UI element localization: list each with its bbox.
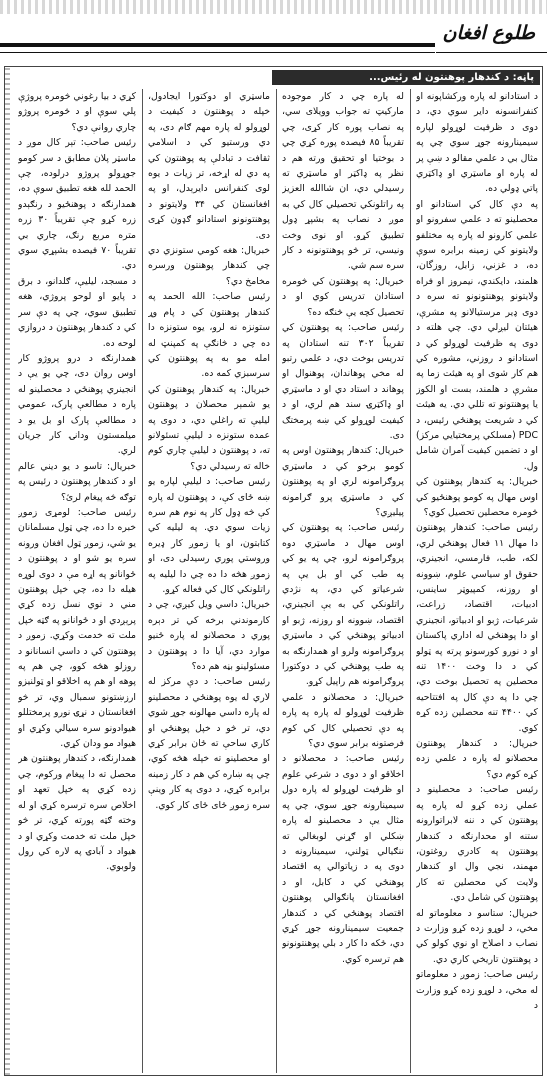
paragraph: خبریال: هغه کومي ستونزي دي چي کندهار پوهنتون ورسره مخامخ دي؟ [148,245,270,287]
paragraph: رئیس صاحب: د لیلیې لپاره یو ښه ځای کې، د پوهنتون له پاره کې څه ډول کار په نوم هم سره زیات سوي دي. په لیلیه کي کتابتون، او یا زموږ کار ډیره وروستي پوري رسیدلی دی، او زموږ هڅه دا ده چي دا لیلیه په راتلونکي کال کي فعاله کړو. [148,476,270,595]
paragraph: خبریال: په کندهار پوهنتون کي اوس مهال په کومو پوهنځیو کي څومره محصلین تحصیل کوي؟ [416,476,538,518]
paragraph: رئیس صاحب: په پوهنتون کي تقریباً ۳۰۲ تنه استادان په تدریس بوخت دي، د علمي رتبو له مخي پوهاندان، پوهنوال او پوهاند د استاد دي او د ماسټري او ډاکټرۍ سند هم لري، او د کیفیت لوړولو کي ښه پرمختګ دی. [282,322,404,441]
paragraph: همدارنګه د درو پروژو کار اوس روان دی، چي یو یې د انجینري پوهنځي د محصلینو له پاره د مطالعې پارک، عمومي د مطالعې پارک او بل یو د میلمستون ودانۍ کار جریان لري. [18,352,136,457]
paragraph: رئیس صاحب: لومړی زموږ خبره دا ده، چي ټول مسلمانان یو شي، زموږ ټول افغان ورونه سره یو شو او د پوهنتون د ځوانانو په اړه مې د دوی لوړه هیله دا ده، چي خپل پوهنتون مني د نوي نسل زده کړي پرېږدي او د ځوانانو په ګټه خپل ملت ته خدمت وکړي. زموږ د پوهنتون کي د داسي انسانانو د روزلو هڅه کوو، چي هم په پوهه او هم په اخلاقو او ټولنیزو ارزښتونو سمبال وي، تر څو افغانستان د نړۍ نورو پرمختللو هیوادونو سره سیالي وکړي او هیواد مو ودان کړي. [18,506,136,750]
paragraph: خبریال: د محصلانو د علمي ظرفیت لوړولو له پاره په پاره په دې تحصیلي کال کي کوم فرصتونه برابر سوي دي؟ [282,691,404,750]
paragraph: رئیس صاحب: الله الحمد په کندهار پوهنتون کي د پام وړ ستونزه نه لرو، یوه ستونزه دا ده چي د څانګې په کمپنټ له امله مو به په پوهنتون کي سرسبزي کمه ده. [148,291,270,380]
paragraph: خبریال: په کندهار پوهنتون کي یو شمېر محصلان د پوهنتون لیلیې ته راغلي دي، د دوی په عمده ستونزه د لیلیې تسئولانو ته، د پوهنتون د لیلیې چاري کوم خاله ته رسیدلي دي؟ [148,383,270,472]
masthead [0,0,547,66]
article-page [4,66,543,1076]
article-column-1 [416,89,538,1073]
paragraph: رئیس صاحب: د محصلانو د اخلاقو او د دوی د شرعي علوم او ظرفیت لوړولو له پاره دول سیمینارونه جوړ سوي، چي په مثال یې د محصلینو له پاره ښکلي او ګړني لوبغالي ته ننګیالي ټولني، سیمینارونه د دوی په د زیاتوالي په اقتصاد پوهنځي کي د کابل، او د افغانستان پانګوالي پوهنتون اقتصاد پوهنځي کي د کندهار جمعیت سیمینارونه جوړ کړي دي، ځکه دا کار د بلي پوهنتونونو هم ترسره کوي. [282,753,404,965]
paragraph: له پاره چي د کار موجوده مارکیټ ته جواب وویلای سي، په نصاب پوره کار کړی، چي تقریباً ۸۵ فیصده پوره کړي چي د بوختیا او تحقیق ورته هم د نظر په ډاکټر او ماسټري ته رسیدلي دي، ان شاالله العزیز په راتلونکي تحصیلي کال کي به موږ د نصاب په بشپړ ډول تطبیق کړو. او نوی وخت ونیسي، تر څو پوهنتونونه د کار سره سم شي. [282,91,404,272]
article-headline: پاڼه: د کندهار پوهنتون له رئیس... [272,70,540,85]
paragraph: رئیس صاحب: په پوهنتون کي اوس مهال د ماسټري دوه پروګرامونه لرو، چي په یو کي په طب کي او بل یې په شرعیاتو کي دي، په نژدي راتلونکي کي به یې انجینري، اقتصاد، ښوونه او روزنه، ژبو او ادبیاتو پوهنځي کي د ماسټري پروګرامونه ولرو او همدارنګه به په طب پوهنځي کي د دوکتورا پروګرامونه هم راپیل کړو. [282,522,404,688]
paragraph: د مسجد، لیلیې، ګلدانو، د برق د پایو او لوحو پروژي، هغه تطبیق سوي، چي په دې سر کي د کندهار پوهنتون د دروازي لوحه ده. [18,275,136,349]
paragraph: کړي د بیا رغوني څومره پروژې پلي سوې او د څومره پروژو چاري روانې دي؟ [18,91,136,133]
page-edge-pattern [5,67,10,1075]
masthead-rule-thick [0,43,435,47]
paragraph: ماسټري او دوکتورا ایجادول، خپله د پوهنتون د کیفیت د لوړولو له پاره مهم ګام دی، په دي ورستیو کي د اسلامي ثقافت د تبادلې په پوهنتون کي په دي له اړخه، تر زیات د یوه لوی کنفرانس دایرېدل، او په افغانستان کي ۳۴ ولایتونو د پوهنتونونو استادانو ګډون کړی دی. [148,91,270,241]
masthead-rule-right [436,52,547,53]
paragraph: همدارنګه، د کندهار پوهنتون هر محصل ته دا پیغام ورکوم، چي زده کړي په خپل تعهد او اخلاص سره ترسره کړي او له وخته ګټه پورته کړي، تر څو خپل ملت ته خدمت وکړي او د هیواد د آبادۍ په لاره کي رول ولوبوي. [18,753,136,873]
paragraph: رئیس صاحب: کندهار پوهنتون دا مهال ۱۱ فعال پوهنځي لري، لکه، طب، فارمسي، انجینري، حقوق او سیاسي علوم، ښوونه او روزنه، کمپیوټر ساینس، ادبیات، اقتصاد، زراعت، شرعیات، ژبو او ادبیاتو، انجینري او دا پوهنځي له اداري پاکستان او د نورو کورسونو پرته په ټولو کي د دا وخت ۱۴۰۰ تنه محصلین په تحصیل بوخت دي، چي دا په دې کال په افتتاحیه کي ۴۴۰۰ تنه محصلین زده کړه کوي. [416,522,538,734]
paragraph: د استادانو له پاره ورکشاپونه او کنفرانسونه دایر سوي دي، د دوی د ظرفیت لوړولو لپاره سیمینارونه جوړ سوي چي په مثال بي د علمي مقالو د ښې پر له پاره او ماسټري او ډاکټري پاتي ډولي ده. [416,91,538,195]
column-divider [142,89,143,1073]
article-column-3 [148,89,270,1073]
article-column-4 [18,89,136,1073]
column-divider [410,89,411,1073]
paragraph: خبریال: په پوهنتون کي څومره استادان تدریس کوي او د تحصیل کچه یې څنګه ده؟ [282,275,404,318]
article-column-2 [282,89,404,1073]
newspaper-logo: طلوع افغان [442,22,535,44]
masthead-rule-thin [0,52,435,53]
masthead-pattern [0,0,547,14]
paragraph: خبریال: داسي ویل کیږي، چي د کارموندني برخه کي تر دېره پوري د محصلانو له پاره ځنیو موارد دي، آیا دا د پوهنتون د مسئولینو بڼه هم ده؟ [148,599,270,673]
paragraph: رئیس صاحب: زموږ د معلوماتو له مخي، د لوړو زده کړو وزارت د [416,969,538,1011]
paragraph: خبریال: د کندهار پوهنتون محصلانو له پاره د علمي زده کړه کوم دي؟ [416,738,538,780]
paragraph: خبریال: ستاسو د معلوماتو له مخي، د لوړو زده کړو وزارت د نصاب د اصلاح او نوي کولو کي د پوهنتون تاریخي کاري دي. [416,907,538,965]
paragraph: خبریال: تاسو د یو دیني عالم او د کندهار پوهنتون د رئیس په توګه څه پیغام لرئ؟ [18,460,136,503]
paragraph: رئیس صاحب: د محصلینو د عملي زده کړو له پاره په پوهنتون کي د ننه لابراتوارونه ستنه او محدارنګه د کندهار پوهنتون په کادري روغتون، مهمند، نجي وال او کندهار ولایت کي محصلین ته کار پوهنتون کي شامل دي. [416,784,538,904]
paragraph: رئیس صاحب: تېر کال موږ د ماسټر پلان مطابق د سر کومو جوړولو پروژو درلوده، چې الحمد لله هغه تطبیق سوې ده، همدارنګه د پوهنځیو د رنګېدو زره کړو چې تقریباً ۳۰ زره متره مربع رنګ، چاري بي تقریباً ۷۰ فیصده بشپړي سوي دي. [18,137,136,272]
paragraph: خبریال: کندهار پوهنتون اوس په کومو برخو کي د ماسټري پروګرامونه لري او په پوهنتون کي د ماسټرۍ پرو ګرامونه پیلیږي؟ [282,445,404,518]
column-divider [276,89,277,1073]
paragraph: په دې کال کي استادانو او محصلینو ته د علمي سفرونو او علمي کارونو له پاره په مختلفو ولایتونو کي زمینه برابره سوې ده، د غزني، زابل، روزگان، هلمند، دایکندي، نیمروز او فراه ولایتونو پوهنتونونو ته سره د دوی ډیر مرستیالانو په مشرې، هیئتان لیږلي دي. چي هلته د دوی په ظرفیت لوړولو کي د استادانو د روزني، مشوره کي هم کار شوی او په هیئت زما په مشرې د هلمند، بست او الکوز یا پوهنتونو ته تللي دي. یه هیئت کي د شریعت پوهنځي رئیس، د PDC (مسلکي پرمختیایي مرکز) او د تضمین کیفیت آمران شامل ول. [416,198,538,472]
paragraph: رئیس صاحب: د دې مرکز له لاري له یوه پوهنځي د محصلینو له پاره داسي مهالونه جوړ شوي دي، تر څو د خپل پوهنځي او کاري ساحې ته ځان برابر کړي او محصلینو ته خپله هڅه کوي، چي په ښاره کي هم د کار زمینه برابره کړي، د دوی په کار وینې سره زموږ ځای ځای کار کوي. [148,676,270,811]
